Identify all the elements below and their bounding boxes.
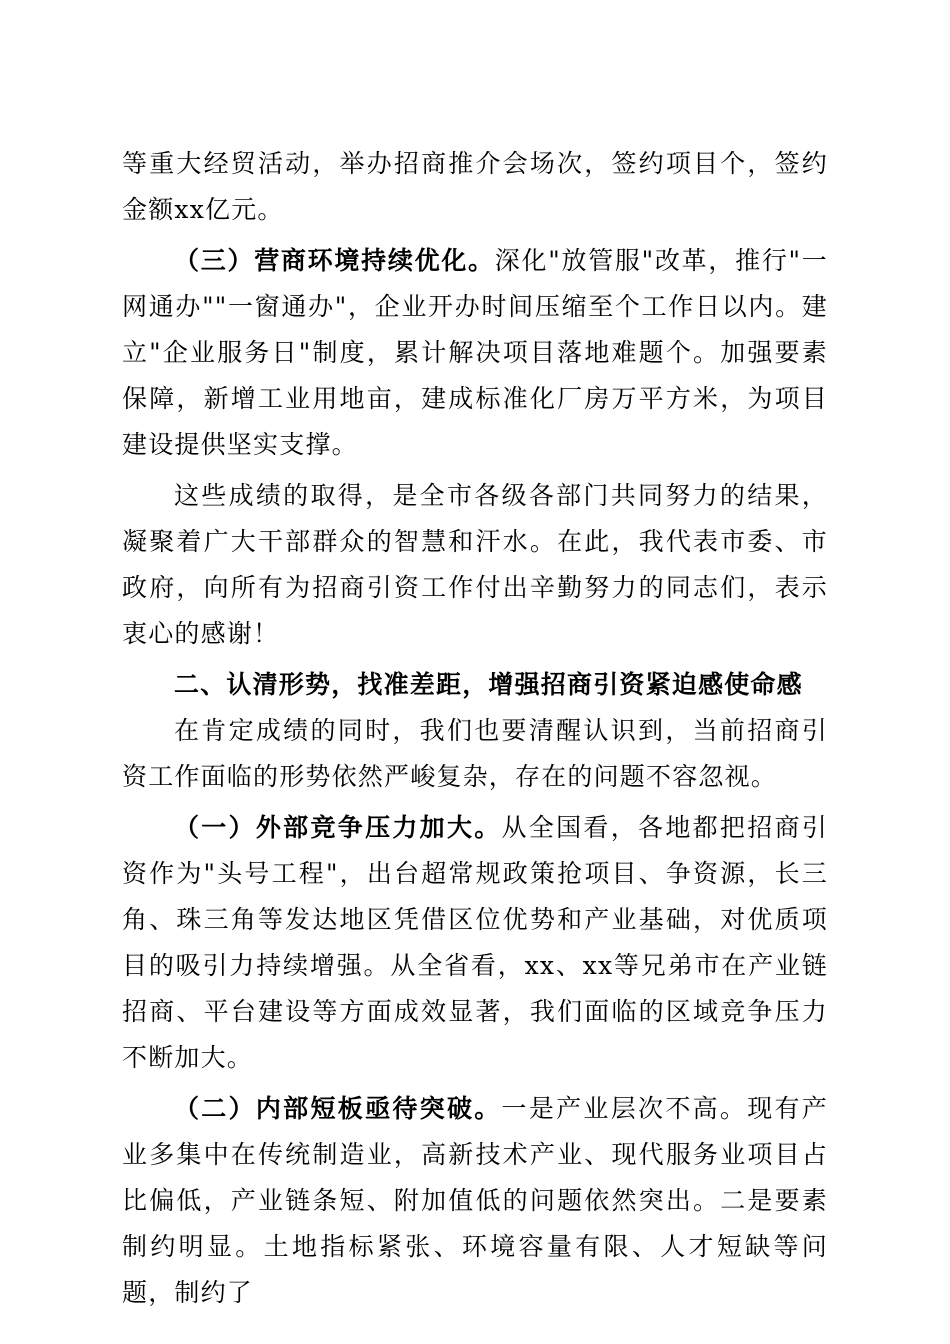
paragraph-internal-weakness xyxy=(122,1086,828,1316)
paragraph-continuation xyxy=(122,141,828,233)
body-text xyxy=(122,141,828,1316)
paragraph-text: 在肯定成绩的同时，我们也要清醒认识到，当前招商引资工作面临的形势依然严峻复杂，存在的问题不容忽视。 xyxy=(122,716,828,791)
paragraph-text: 等重大经贸活动，举办招商推介会场次，签约项目个，签约金额xx亿元。 xyxy=(122,149,828,224)
paragraph-business-environment xyxy=(122,238,828,468)
paragraph-situation xyxy=(122,708,828,800)
subsection-title: （三）营商环境持续优化。 xyxy=(174,246,495,275)
paragraph-acknowledgement xyxy=(122,473,828,657)
subsection-title: （一）外部竞争压力加大。 xyxy=(174,813,502,842)
section-heading xyxy=(122,662,828,708)
subsection-title: （二）内部短板亟待突破。 xyxy=(174,1094,502,1123)
paragraph-text: 这些成绩的取得，是全市各级各部门共同努力的结果，凝聚着广大干部群众的智慧和汗水。在此，我代表市委、市政府，向所有为招商引资工作付出辛勤努力的同志们，表示衷心的感谢！ xyxy=(122,481,828,648)
paragraph-external-competition xyxy=(122,805,828,1081)
paragraph-text: 一是产业层次不高。现有产业多集中在传统制造业，高新技术产业、现代服务业项目占比偏低，产业链条短、附加值低的问题依然突出。二是要素制约明显。土地指标紧张、环境容量有限、人才短缺等问题，制约了 xyxy=(122,1094,828,1307)
paragraph-text: 深化"放管服"改革，推行"一网通办""一窗通办"，企业开办时间压缩至个工作日以内。建立"企业服务日"制度，累计解决项目落地难题个。加强要素保障，新增工业用地亩，建成标准化厂房万平方米，为项目建设提供坚实支撑。 xyxy=(122,246,828,459)
section-heading-text: 二、认清形势，找准差距，增强招商引资紧迫感使命感 xyxy=(174,670,803,699)
paragraph-text: 从全国看，各地都把招商引资作为"头号工程"，出台超常规政策抢项目、争资源，长三角、珠三角等发达地区凭借区位优势和产业基础，对优质项目的吸引力持续增强。从全省看，xx、xx等兄弟市在产业链招商、平台建设等方面成效显著，我们面临的区域竞争压力不断加大。 xyxy=(122,813,828,1072)
